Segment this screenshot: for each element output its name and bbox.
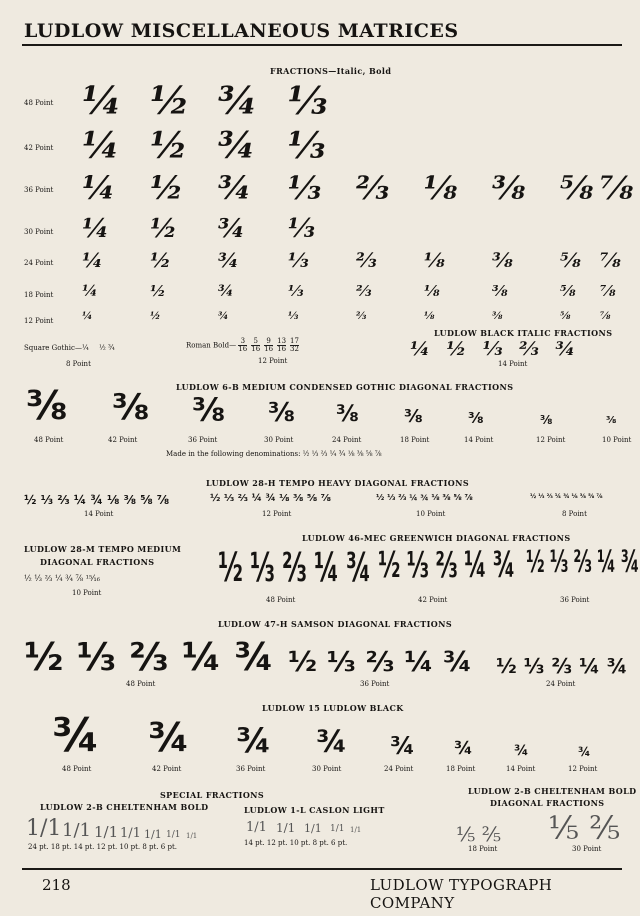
denominator: 16 (251, 345, 261, 353)
page-number: 218 (42, 876, 71, 894)
cheltenham-glyph: 1/1 (94, 823, 119, 841)
cheltenham-glyph: 1/1 (186, 832, 198, 840)
tempo-28m-size: 10 Point (72, 589, 102, 597)
cheltenham-glyph: 1/1 (166, 830, 181, 840)
gothic-6b-label: 36 Point (188, 436, 218, 444)
tempo-28m-title-1: LUDLOW 28-M TEMPO MEDIUM (24, 544, 182, 554)
fraction-glyph: ¼ (82, 78, 122, 123)
fraction-glyph: ½ (150, 169, 184, 207)
fraction-glyph: ½ (150, 311, 161, 322)
fraction-glyph: ⅛ (424, 169, 458, 207)
caslon-title: LUDLOW 1-L CASLON LIGHT (244, 805, 385, 815)
samson-47h-title: LUDLOW 47-H SAMSON DIAGONAL FRACTIONS (218, 619, 453, 629)
gothic-6b-title: LUDLOW 6-B MEDIUM CONDENSED GOTHIC DIAGONAL FRACTIONS (176, 382, 514, 392)
black-italic-items: ¼ ½ ⅓ ⅔ ¾ (410, 338, 576, 360)
caslon-glyph: 1/1 (304, 822, 322, 835)
fraction-glyph: ¾ (218, 248, 239, 272)
cheltenham-title: LUDLOW 2-B CHELTENHAM BOLD (40, 802, 209, 812)
fraction-glyph: ⅔ (356, 311, 367, 322)
samson-47h-items: ½ ⅓ ⅔ ¼ ¾ (24, 635, 274, 679)
tempo-28h-items: ½ ⅓ ⅔ ¼ ¾ ⅛ ⅜ ⅝ ⅞ (210, 493, 332, 504)
fraction-glyph: ⅓ (288, 311, 299, 322)
square-gothic-items: ½ ¾ (98, 344, 115, 352)
black-15-label: 18 Point (446, 765, 476, 773)
black-15-label: 30 Point (312, 765, 342, 773)
black-15-label: 12 Point (568, 765, 598, 773)
row-label: 30 Point (24, 227, 54, 236)
fraction-glyph: ⅓ (288, 248, 309, 272)
black-15-glyph: ¾ (390, 732, 415, 760)
fraction-glyph: ⅛ (424, 248, 445, 272)
fraction-glyph: ¼ (82, 282, 98, 300)
cheltenham-diag-items: ⅕ ⅖ (456, 822, 502, 846)
fraction-glyph: ¾ (218, 169, 252, 207)
square-gothic-label: Square Gothic—¼ (24, 344, 89, 352)
denominator: 32 (290, 345, 299, 353)
cheltenham-glyph: 1/1 (120, 826, 141, 841)
square-gothic-sample (24, 344, 115, 352)
fraction-glyph: ¾ (218, 214, 246, 244)
tempo-28m-title-2: DIAGONAL FRACTIONS (40, 557, 155, 567)
fraction-glyph: ½ (150, 248, 171, 272)
fraction-glyph: ¼ (82, 169, 116, 207)
fraction-glyph: ¾ (218, 125, 256, 167)
gothic-6b-glyph: ⅜ (336, 402, 359, 427)
cheltenham-diag-title-1: LUDLOW 2-B CHELTENHAM BOLD (468, 786, 637, 796)
caslon-glyph: 1/1 (330, 824, 345, 834)
header-rule (22, 44, 622, 46)
fraction-glyph: ⅝ (560, 169, 594, 207)
black-15-label: 24 Point (384, 765, 414, 773)
cheltenham-diag-label: 18 Point (468, 845, 498, 853)
samson-47h-label: 24 Point (546, 680, 576, 688)
fraction-glyph: ¾ (218, 311, 229, 322)
footer-rule (22, 868, 622, 870)
gothic-6b-label: 24 Point (332, 436, 362, 444)
numerator: 13 (277, 337, 287, 345)
tempo-28h-items: ½ ⅓ ⅔ ¼ ¾ ⅛ ⅜ ⅝ ⅞ (530, 493, 603, 500)
fraction-glyph: ⅓ (288, 214, 315, 244)
gothic-6b-note: Made in the following denominations: ½ ⅓ ⅔ ¼ ¾ ⅛ ⅜ ⅝ ⅞ (166, 450, 382, 458)
fraction-glyph: ¼ (82, 125, 120, 167)
greenwich-46-items: ½ ⅓ ⅔ ¼ ¾ (218, 545, 371, 591)
gothic-6b-glyph: ⅜ (192, 391, 226, 429)
fraction-glyph: ⅓ (288, 125, 326, 167)
denominator: 16 (277, 345, 287, 353)
fraction-glyph: ¼ (82, 248, 103, 272)
fraction-glyph: ⅛ (424, 311, 435, 322)
row-label: 36 Point (24, 186, 54, 195)
fraction-glyph: ⅞ (600, 169, 634, 207)
gothic-6b-glyph: ⅜ (606, 415, 617, 426)
black-15-glyph: ¾ (148, 715, 190, 761)
fraction-glyph: ⅛ (424, 282, 440, 300)
roman-bold-sample (186, 338, 303, 353)
black-15-label: 36 Point (236, 765, 266, 773)
black-15-label: 42 Point (152, 765, 182, 773)
gothic-6b-label: 42 Point (108, 436, 138, 444)
black-15-glyph: ¾ (514, 743, 529, 759)
greenwich-46-title: LUDLOW 46-MEC GREENWICH DIAGONAL FRACTIONS (302, 533, 571, 543)
gothic-6b-label: 18 Point (400, 436, 430, 444)
fraction-glyph: ⅓ (288, 78, 328, 123)
fraction-glyph: ⅞ (600, 248, 621, 272)
fraction-glyph: ½ (150, 78, 190, 123)
greenwich-46-items: ½ ⅓ ⅔ ¼ ¾ (526, 545, 639, 580)
square-gothic-size: 8 Point (66, 360, 91, 368)
black-15-glyph: ¾ (454, 738, 473, 759)
black-15-glyph: ¾ (236, 721, 272, 761)
fraction-glyph: ⅔ (356, 248, 377, 272)
tempo-28h-items: ½ ⅓ ⅔ ¼ ¾ ⅛ ⅜ ⅝ ⅞ (376, 493, 473, 502)
cheltenham-diag-title-2: DIAGONAL FRACTIONS (490, 798, 605, 808)
fraction-glyph: ⅜ (492, 282, 508, 300)
denominator: 16 (238, 345, 248, 353)
greenwich-46-label: 36 Point (560, 596, 590, 604)
greenwich-46-label: 42 Point (418, 596, 448, 604)
samson-47h-items: ½ ⅓ ⅔ ¼ ¾ (496, 654, 628, 678)
denominator: 16 (264, 345, 274, 353)
row-label: 12 Point (24, 316, 54, 325)
section-title-italic-bold: FRACTIONS—Italic, Bold (270, 66, 392, 76)
fraction-glyph: ⅝ (560, 311, 571, 322)
black-15-glyph: ¾ (578, 745, 591, 759)
black-15-label: 14 Point (506, 765, 536, 773)
gothic-6b-glyph: ⅜ (268, 398, 295, 428)
fraction-glyph: ⅔ (356, 282, 372, 300)
fraction-glyph: ¾ (218, 282, 234, 300)
greenwich-46-label: 48 Point (266, 596, 296, 604)
fraction-glyph: ¼ (82, 214, 110, 244)
fraction-glyph: ⅓ (288, 169, 322, 207)
tempo-28h-label: 14 Point (84, 510, 114, 518)
fraction-glyph: ⅜ (492, 248, 513, 272)
numerator: 9 (264, 338, 273, 346)
roman-bold-fraction (251, 338, 260, 353)
cheltenham-glyph: 1/1 (26, 816, 62, 841)
fraction-glyph: ¾ (218, 78, 258, 123)
fraction-glyph: ⅞ (600, 311, 611, 322)
numerator: 3 (238, 338, 247, 346)
fraction-glyph: ½ (150, 282, 166, 300)
caslon-glyph: 1/1 (276, 821, 296, 835)
fraction-glyph: ⅓ (288, 282, 304, 300)
roman-bold-fraction (238, 338, 247, 353)
row-label: 24 Point (24, 259, 54, 267)
black-15-label: 48 Point (62, 765, 92, 773)
roman-bold-fraction (290, 338, 299, 353)
gothic-6b-glyph: ⅜ (468, 409, 484, 427)
roman-bold-fractions (238, 337, 303, 353)
row-label: 48 Point (24, 99, 54, 108)
roman-bold-fraction (277, 338, 286, 353)
black-15-glyph: ¾ (52, 708, 100, 762)
gothic-6b-label: 12 Point (536, 436, 566, 444)
cheltenham-diag-label: 30 Point (572, 845, 602, 853)
fraction-glyph: ¼ (82, 311, 93, 322)
tempo-28m-items: ½ ⅓ ⅔ ¼ ¾ ⅞ ¹⁵⁄₁₆ (24, 574, 100, 583)
numerator: 5 (251, 338, 260, 346)
numerator: 17 (290, 337, 299, 345)
samson-47h-label: 36 Point (360, 680, 390, 688)
tempo-28h-label: 12 Point (262, 510, 292, 518)
page-title: LUDLOW MISCELLANEOUS MATRICES (24, 20, 459, 42)
caslon-glyph: 1/1 (246, 820, 267, 835)
black-15-glyph: ¾ (316, 725, 348, 760)
gothic-6b-glyph: ⅜ (404, 406, 423, 427)
gothic-6b-label: 14 Point (464, 436, 494, 444)
cheltenham-diag-items: ⅕ ⅖ (548, 809, 621, 847)
fraction-glyph: ⅜ (492, 169, 526, 207)
cheltenham-glyph: 1/1 (144, 828, 162, 841)
black-15-title: LUDLOW 15 LUDLOW BLACK (262, 703, 404, 713)
roman-bold-fraction (264, 338, 273, 353)
row-label: 42 Point (24, 144, 54, 153)
cheltenham-labels: 24 pt. 18 pt. 14 pt. 12 pt. 10 pt. 8 pt. 6 pt. (28, 843, 178, 851)
fraction-glyph: ⅔ (356, 169, 390, 207)
tempo-28h-title: LUDLOW 28-H TEMPO HEAVY DIAGONAL FRACTIONS (206, 478, 469, 488)
black-italic-title: LUDLOW BLACK ITALIC FRACTIONS (434, 328, 613, 338)
fraction-glyph: ½ (150, 125, 188, 167)
greenwich-46-items: ½ ⅓ ⅔ ¼ ¾ (378, 545, 515, 586)
caslon-glyph: 1/1 (350, 826, 362, 834)
footer-company: LUDLOW TYPOGRAPH COMPANY (370, 876, 553, 912)
tempo-28h-label: 10 Point (416, 510, 446, 518)
gothic-6b-glyph: ⅜ (540, 413, 553, 427)
roman-bold-size: 12 Point (258, 357, 288, 365)
gothic-6b-label: 48 Point (34, 436, 64, 444)
roman-bold-label: Roman Bold— (186, 341, 237, 350)
samson-47h-label: 48 Point (126, 680, 156, 688)
fraction-glyph: ⅞ (600, 282, 616, 300)
gothic-6b-label: 30 Point (264, 436, 294, 444)
gothic-6b-glyph: ⅜ (112, 387, 150, 428)
fraction-glyph: ½ (150, 214, 178, 244)
tempo-28h-items: ½ ⅓ ⅔ ¼ ¾ ⅛ ⅜ ⅝ ⅞ (24, 493, 170, 507)
tempo-28h-label: 8 Point (562, 510, 587, 518)
row-label: 18 Point (24, 290, 54, 299)
fraction-glyph: ⅝ (560, 248, 581, 272)
samson-47h-items: ½ ⅓ ⅔ ¼ ¾ (288, 645, 472, 678)
special-title: SPECIAL FRACTIONS (160, 790, 265, 800)
cheltenham-glyph: 1/1 (62, 820, 91, 841)
fraction-glyph: ⅜ (492, 311, 503, 322)
gothic-6b-glyph: ⅜ (26, 383, 68, 429)
caslon-labels: 14 pt. 12 pt. 10 pt. 8 pt. 6 pt. (244, 839, 348, 847)
gothic-6b-label: 10 Point (602, 436, 632, 444)
fraction-glyph: ⅝ (560, 282, 576, 300)
black-italic-size: 14 Point (498, 360, 528, 368)
